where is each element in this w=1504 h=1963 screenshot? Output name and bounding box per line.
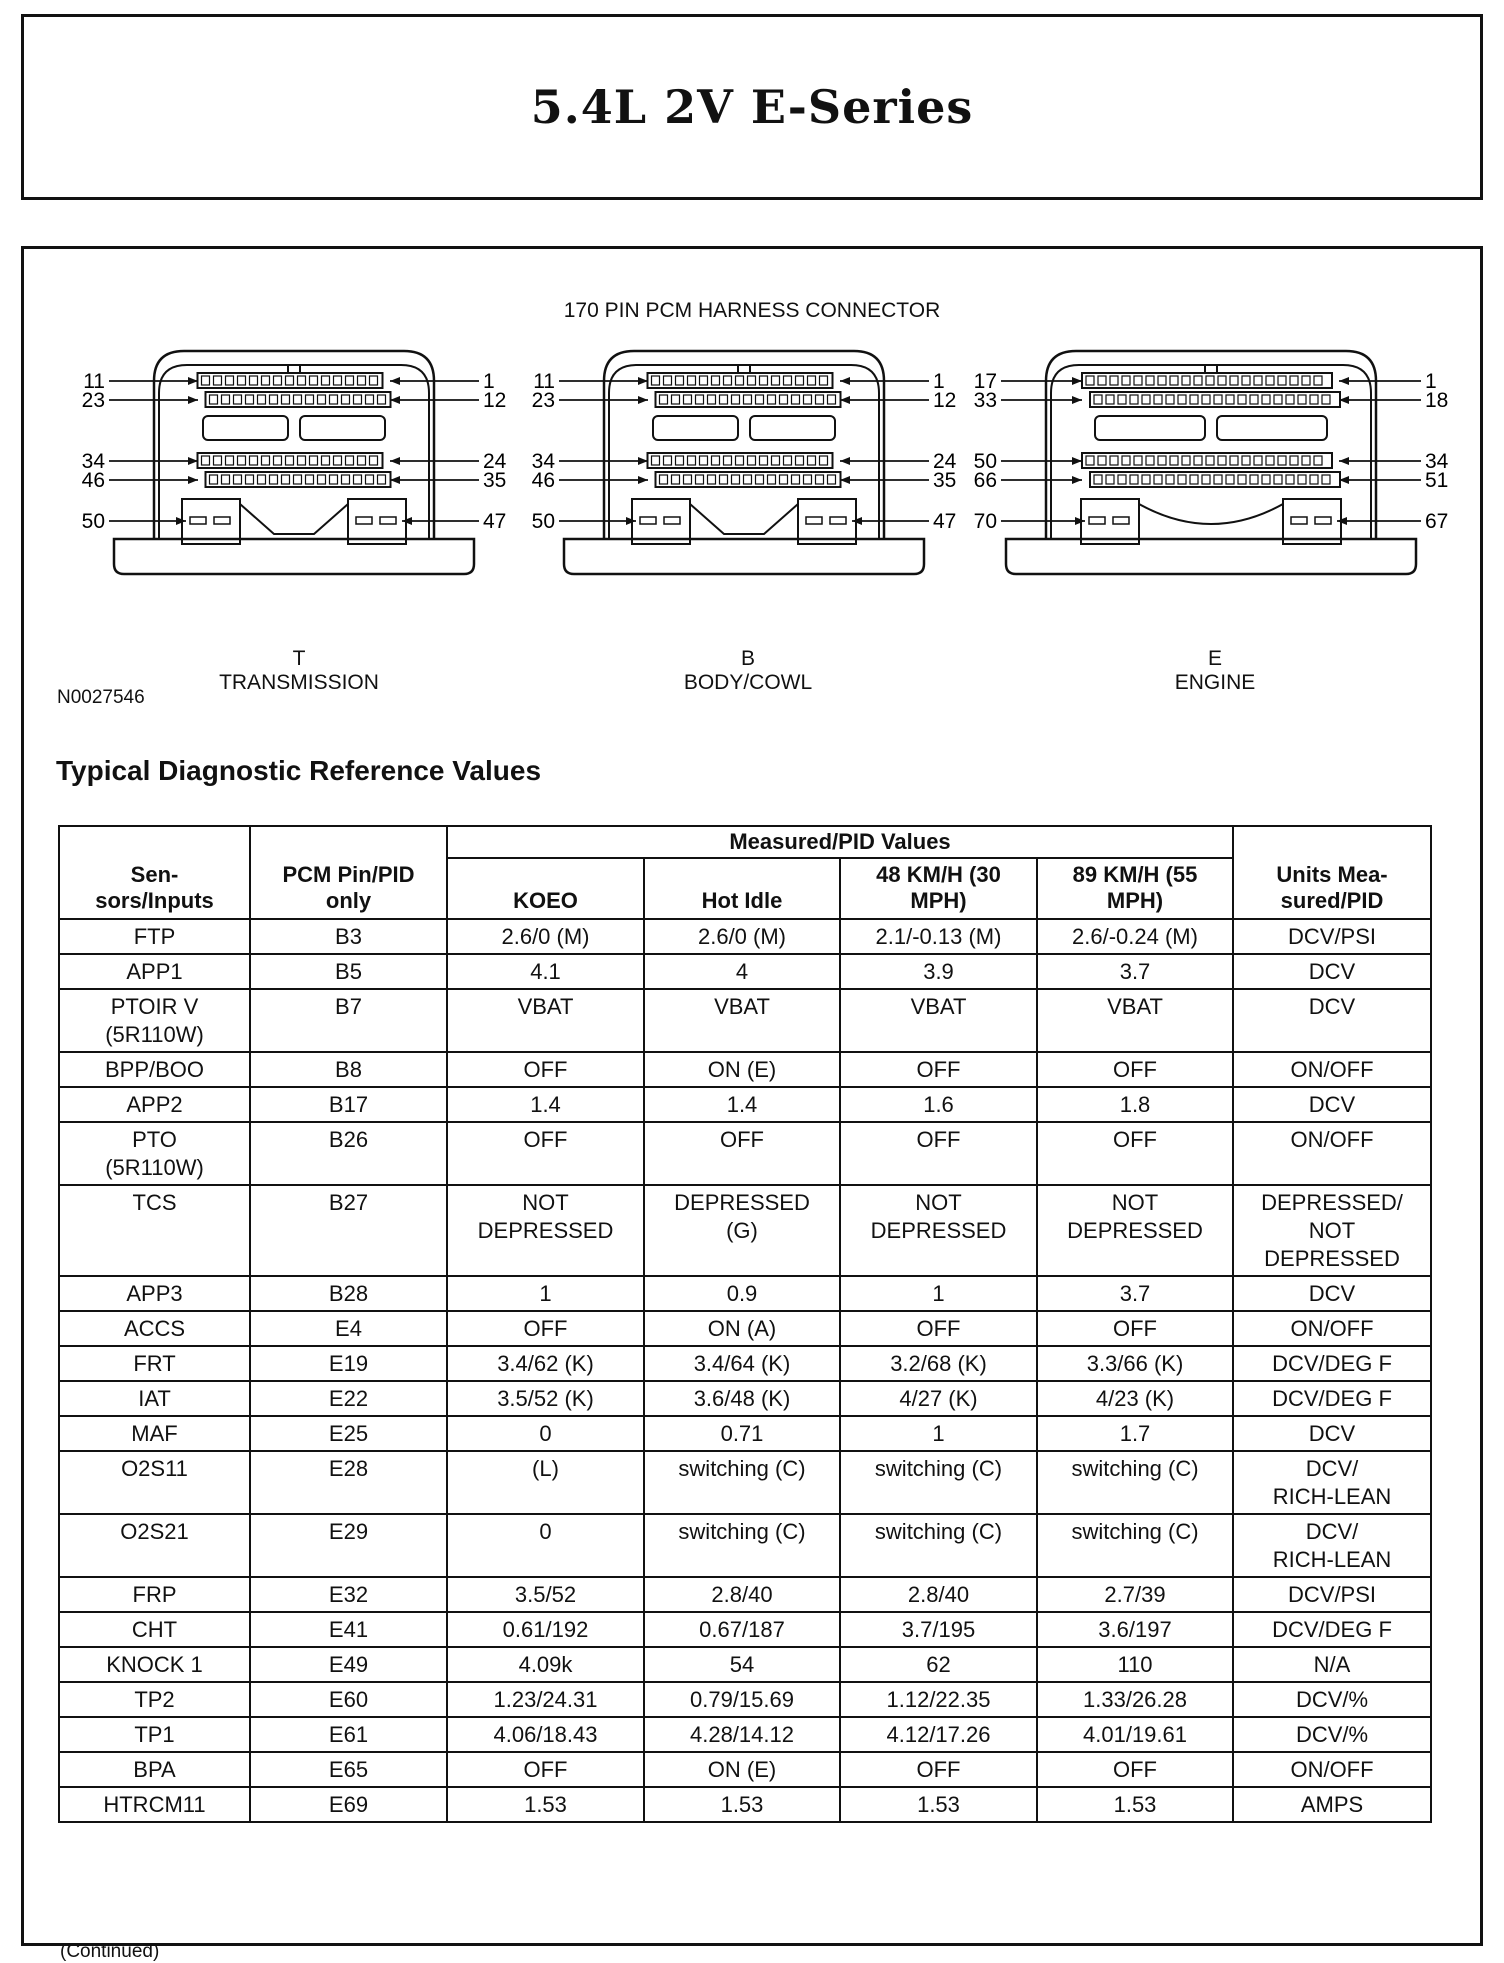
connector-transmission — [82, 351, 507, 574]
cell-koeo: 4.06/18.43 — [447, 1717, 644, 1752]
cell-sensor: APP2 — [59, 1087, 250, 1122]
pin-label-left: 50 — [531, 510, 555, 533]
table-row — [59, 1451, 1431, 1514]
cell-units: DCV — [1233, 954, 1431, 989]
cell-55-mph: 1.8 — [1037, 1087, 1233, 1122]
cell-30-mph: OFF — [840, 1311, 1037, 1346]
cell-hot-idle: 0.79/15.69 — [644, 1682, 840, 1717]
header-sensors: Sen- sors/Inputs — [59, 826, 250, 919]
cell-55-mph: switching (C) — [1037, 1514, 1233, 1577]
cell-hot-idle: DEPRESSED (G) — [644, 1185, 840, 1276]
table-row — [59, 1087, 1431, 1122]
table-row — [59, 1717, 1431, 1752]
connector-engine — [974, 351, 1449, 574]
cell-pin: B28 — [250, 1276, 447, 1311]
cell-koeo: (L) — [447, 1451, 644, 1514]
cell-sensor: BPA — [59, 1752, 250, 1787]
terminal-pin — [830, 517, 846, 524]
cell-pin: B5 — [250, 954, 447, 989]
cell-30-mph: OFF — [840, 1752, 1037, 1787]
arrow-head — [1339, 377, 1349, 385]
connector-name: ENGINE — [1174, 671, 1256, 694]
cell-koeo: 1.23/24.31 — [447, 1682, 644, 1717]
cell-sensor: BPP/BOO — [59, 1052, 250, 1087]
terminal-pin — [1113, 517, 1129, 524]
cell-sensor: MAF — [59, 1416, 250, 1451]
cell-koeo: 2.6/0 (M) — [447, 919, 644, 954]
cell-pin: E61 — [250, 1717, 447, 1752]
cell-pin: E4 — [250, 1311, 447, 1346]
pin-label-right: 1 — [1425, 370, 1437, 393]
cell-hot-idle: switching (C) — [644, 1451, 840, 1514]
connector-title: 170 PIN PCM HARNESS CONNECTOR — [563, 299, 941, 322]
pin-label-right: 1 — [483, 370, 495, 393]
center-slot — [300, 416, 385, 440]
pin-label-right: 12 — [483, 389, 507, 412]
header-measured-group: Measured/PID Values — [447, 826, 1233, 858]
table-row — [59, 1752, 1431, 1787]
cell-koeo: 0.61/192 — [447, 1612, 644, 1647]
cell-30-mph: NOT DEPRESSED — [840, 1185, 1037, 1276]
figure-id: N0027546 — [57, 687, 145, 708]
cell-koeo: 0 — [447, 1514, 644, 1577]
center-notch — [690, 504, 798, 534]
table-row — [59, 1416, 1431, 1451]
pin-label-right: 35 — [933, 469, 957, 492]
cell-hot-idle: 3.4/64 (K) — [644, 1346, 840, 1381]
cell-koeo: OFF — [447, 1311, 644, 1346]
cell-pin: E65 — [250, 1752, 447, 1787]
cell-koeo: 3.4/62 (K) — [447, 1346, 644, 1381]
cell-hot-idle: 0.71 — [644, 1416, 840, 1451]
cell-30-mph: 1.12/22.35 — [840, 1682, 1037, 1717]
cell-sensor: TP1 — [59, 1717, 250, 1752]
cell-units: N/A — [1233, 1647, 1431, 1682]
cell-units: DCV/DEG F — [1233, 1612, 1431, 1647]
arrow-head — [1072, 377, 1082, 385]
continued-note: (Continued) — [60, 1941, 160, 1962]
pin-label-right: 47 — [933, 510, 957, 533]
pin-label-right: 1 — [933, 370, 945, 393]
cell-sensor: FRT — [59, 1346, 250, 1381]
cell-units: ON/OFF — [1233, 1052, 1431, 1087]
cell-hot-idle: 54 — [644, 1647, 840, 1682]
cell-units: ON/OFF — [1233, 1311, 1431, 1346]
cell-30-mph: 1 — [840, 1416, 1037, 1451]
cell-units: DCV — [1233, 1276, 1431, 1311]
cell-sensor: KNOCK 1 — [59, 1647, 250, 1682]
cell-55-mph: 1.53 — [1037, 1787, 1233, 1822]
cell-hot-idle: 4 — [644, 954, 840, 989]
cell-30-mph: 1.6 — [840, 1087, 1037, 1122]
arrow-head — [840, 377, 850, 385]
arrow-head — [1339, 457, 1349, 465]
arrow-head — [840, 457, 850, 465]
header-pcm-pin: PCM Pin/PID only — [250, 826, 447, 919]
cell-55-mph: 3.7 — [1037, 954, 1233, 989]
cell-koeo: 4.09k — [447, 1647, 644, 1682]
terminal-pin — [640, 517, 656, 524]
terminal-pin — [664, 517, 680, 524]
arrow-head — [1072, 457, 1082, 465]
pin-row — [1082, 373, 1332, 388]
center-arc — [1139, 504, 1283, 524]
cell-30-mph: 62 — [840, 1647, 1037, 1682]
table-row — [59, 919, 1431, 954]
cell-30-mph: switching (C) — [840, 1514, 1037, 1577]
cell-55-mph: 1.33/26.28 — [1037, 1682, 1233, 1717]
pin-row — [1090, 472, 1340, 487]
pin-label-right: 67 — [1425, 510, 1449, 533]
pin-label-left: 50 — [81, 510, 105, 533]
pin-label-left: 23 — [531, 389, 555, 412]
cell-koeo: OFF — [447, 1122, 644, 1185]
arrow-head — [188, 476, 198, 484]
cell-55-mph: 3.6/197 — [1037, 1612, 1233, 1647]
cell-pin: E49 — [250, 1647, 447, 1682]
pin-label-left: 33 — [973, 389, 997, 412]
center-slot — [653, 416, 738, 440]
cell-pin: B26 — [250, 1122, 447, 1185]
cell-hot-idle: 1.53 — [644, 1787, 840, 1822]
center-slot — [1217, 416, 1327, 440]
connector-letter: T — [292, 647, 306, 670]
housing-flange — [1006, 539, 1416, 574]
connector-letter: B — [740, 647, 755, 670]
cell-pin: B27 — [250, 1185, 447, 1276]
reference-table-wrap — [58, 825, 1430, 1823]
pin-label-right: 34 — [1425, 450, 1449, 473]
terminal-pin — [1291, 517, 1307, 524]
cell-30-mph: 2.8/40 — [840, 1577, 1037, 1612]
table-row — [59, 1276, 1431, 1311]
cell-30-mph: 3.9 — [840, 954, 1037, 989]
cell-sensor: TP2 — [59, 1682, 250, 1717]
table-row — [59, 1612, 1431, 1647]
table-row — [59, 954, 1431, 989]
cell-pin: E28 — [250, 1451, 447, 1514]
cell-hot-idle: 0.9 — [644, 1276, 840, 1311]
cell-units: DCV/PSI — [1233, 1577, 1431, 1612]
connector-letter: E — [1207, 647, 1222, 670]
cell-hot-idle: ON (A) — [644, 1311, 840, 1346]
pin-label-left: 34 — [531, 450, 555, 473]
cell-koeo: 1.53 — [447, 1787, 644, 1822]
terminal-pin — [380, 517, 396, 524]
cell-55-mph: OFF — [1037, 1052, 1233, 1087]
arrow-head — [1072, 396, 1082, 404]
cell-55-mph: 110 — [1037, 1647, 1233, 1682]
cell-55-mph: VBAT — [1037, 989, 1233, 1052]
pin-label-right: 51 — [1425, 469, 1449, 492]
pin-label-left: 70 — [973, 510, 997, 533]
cell-units: AMPS — [1233, 1787, 1431, 1822]
pin-label-left: 23 — [81, 389, 105, 412]
connector-diagram — [24, 329, 1480, 599]
cell-sensor: CHT — [59, 1612, 250, 1647]
connector-name: TRANSMISSION — [219, 671, 379, 694]
cell-pin: E69 — [250, 1787, 447, 1822]
center-slot — [1095, 416, 1205, 440]
cell-hot-idle: ON (E) — [644, 1052, 840, 1087]
cell-30-mph: 4.12/17.26 — [840, 1717, 1037, 1752]
header-units: Units Mea- sured/PID — [1233, 826, 1431, 919]
connector-label-engine — [1065, 647, 1365, 695]
terminal-pin — [190, 517, 206, 524]
table-title: Typical Diagnostic Reference Values — [56, 755, 542, 786]
pin-label-left: 66 — [973, 469, 997, 492]
cell-units: DCV/ RICH-LEAN — [1233, 1514, 1431, 1577]
cell-koeo: 4.1 — [447, 954, 644, 989]
cell-sensor: IAT — [59, 1381, 250, 1416]
connector-label-transmission — [149, 647, 449, 695]
cell-pin: E25 — [250, 1416, 447, 1451]
table-row — [59, 1185, 1431, 1276]
cell-pin: B7 — [250, 989, 447, 1052]
cell-30-mph: switching (C) — [840, 1451, 1037, 1514]
cell-sensor: HTRCM11 — [59, 1787, 250, 1822]
cell-pin: E32 — [250, 1577, 447, 1612]
cell-units: DCV/PSI — [1233, 919, 1431, 954]
cell-koeo: 3.5/52 — [447, 1577, 644, 1612]
cell-55-mph: OFF — [1037, 1752, 1233, 1787]
cell-pin: E60 — [250, 1682, 447, 1717]
cell-sensor: FRP — [59, 1577, 250, 1612]
terminal-pin — [1089, 517, 1105, 524]
cell-sensor: O2S11 — [59, 1451, 250, 1514]
cell-55-mph: 1.7 — [1037, 1416, 1233, 1451]
cell-koeo: 0 — [447, 1416, 644, 1451]
center-slot — [750, 416, 835, 440]
cell-units: DCV/DEG F — [1233, 1346, 1431, 1381]
terminal-pin — [356, 517, 372, 524]
pin-row — [1090, 392, 1340, 407]
table-row — [59, 1577, 1431, 1612]
connector-body-cowl — [532, 351, 957, 574]
arrow-head — [188, 396, 198, 404]
connector-name: BODY/COWL — [683, 671, 813, 694]
page-title: 5.4L 2V E-Series — [530, 80, 974, 134]
table-row — [59, 1647, 1431, 1682]
cell-units: DCV — [1233, 989, 1431, 1052]
table-row — [59, 1514, 1431, 1577]
cell-sensor: PTOIR V (5R110W) — [59, 989, 250, 1052]
pin-label-left: 46 — [531, 469, 555, 492]
cell-pin: E41 — [250, 1612, 447, 1647]
table-row — [59, 1346, 1431, 1381]
pin-label-left: 11 — [83, 370, 105, 393]
cell-hot-idle: 1.4 — [644, 1087, 840, 1122]
arrow-head — [390, 457, 400, 465]
cell-30-mph: 3.7/195 — [840, 1612, 1037, 1647]
cell-units: DCV — [1233, 1087, 1431, 1122]
cell-koeo: OFF — [447, 1752, 644, 1787]
title-box — [21, 14, 1483, 200]
table-header-row — [59, 826, 1431, 858]
cell-55-mph: 3.7 — [1037, 1276, 1233, 1311]
cell-koeo: 3.5/52 (K) — [447, 1381, 644, 1416]
cell-sensor: APP3 — [59, 1276, 250, 1311]
cell-koeo: 1 — [447, 1276, 644, 1311]
cell-30-mph: VBAT — [840, 989, 1037, 1052]
pin-label-right: 18 — [1425, 389, 1449, 412]
table-row — [59, 1122, 1431, 1185]
cell-hot-idle: 3.6/48 (K) — [644, 1381, 840, 1416]
arrow-head — [638, 476, 648, 484]
pin-label-left: 11 — [533, 370, 555, 393]
cell-55-mph: 3.3/66 (K) — [1037, 1346, 1233, 1381]
pin-label-left: 50 — [973, 450, 997, 473]
cell-sensor: PTO (5R110W) — [59, 1122, 250, 1185]
table-row — [59, 1311, 1431, 1346]
cell-55-mph: 2.7/39 — [1037, 1577, 1233, 1612]
cell-sensor: O2S21 — [59, 1514, 250, 1577]
cell-55-mph: 4.01/19.61 — [1037, 1717, 1233, 1752]
cell-sensor: TCS — [59, 1185, 250, 1276]
table-row — [59, 1682, 1431, 1717]
table-row — [59, 1381, 1431, 1416]
pin-label-left: 34 — [81, 450, 105, 473]
terminal-pin — [1315, 517, 1331, 524]
cell-pin: E22 — [250, 1381, 447, 1416]
cell-units: ON/OFF — [1233, 1752, 1431, 1787]
cell-30-mph: 4/27 (K) — [840, 1381, 1037, 1416]
pin-label-right: 24 — [933, 450, 957, 473]
cell-koeo: OFF — [447, 1052, 644, 1087]
cell-30-mph: OFF — [840, 1122, 1037, 1185]
center-notch — [240, 504, 348, 534]
header-30-mph: 48 KM/H (30 MPH) — [840, 858, 1037, 919]
pin-label-right: 35 — [483, 469, 507, 492]
table-row — [59, 1787, 1431, 1822]
terminal-pin — [214, 517, 230, 524]
cell-koeo: VBAT — [447, 989, 644, 1052]
pin-row — [1082, 453, 1332, 468]
pin-label-left: 46 — [81, 469, 105, 492]
housing-flange — [564, 539, 924, 574]
cell-koeo: NOT DEPRESSED — [447, 1185, 644, 1276]
cell-55-mph: 2.6/-0.24 (M) — [1037, 919, 1233, 954]
cell-30-mph: OFF — [840, 1052, 1037, 1087]
pin-label-right: 47 — [483, 510, 507, 533]
pin-label-left: 17 — [973, 370, 997, 393]
table-row — [59, 1052, 1431, 1087]
header-55-mph: 89 KM/H (55 MPH) — [1037, 858, 1233, 919]
reference-values-table — [58, 825, 1432, 1823]
housing-flange — [114, 539, 474, 574]
cell-hot-idle: 2.6/0 (M) — [644, 919, 840, 954]
cell-hot-idle: 0.67/187 — [644, 1612, 840, 1647]
cell-pin: E19 — [250, 1346, 447, 1381]
arrow-head — [638, 396, 648, 404]
cell-hot-idle: VBAT — [644, 989, 840, 1052]
cell-30-mph: 1.53 — [840, 1787, 1037, 1822]
cell-pin: B17 — [250, 1087, 447, 1122]
cell-30-mph: 1 — [840, 1276, 1037, 1311]
terminal-pin — [806, 517, 822, 524]
cell-units: DEPRESSED/ NOT DEPRESSED — [1233, 1185, 1431, 1276]
cell-pin: B3 — [250, 919, 447, 954]
cell-55-mph: NOT DEPRESSED — [1037, 1185, 1233, 1276]
cell-units: DCV — [1233, 1416, 1431, 1451]
cell-55-mph: OFF — [1037, 1311, 1233, 1346]
cell-hot-idle: 4.28/14.12 — [644, 1717, 840, 1752]
cell-hot-idle: 2.8/40 — [644, 1577, 840, 1612]
cell-55-mph: 4/23 (K) — [1037, 1381, 1233, 1416]
arrow-head — [390, 377, 400, 385]
cell-55-mph: switching (C) — [1037, 1451, 1233, 1514]
arrow-head — [1072, 476, 1082, 484]
cell-30-mph: 3.2/68 (K) — [840, 1346, 1037, 1381]
cell-hot-idle: switching (C) — [644, 1514, 840, 1577]
cell-hot-idle: ON (E) — [644, 1752, 840, 1787]
cell-sensor: APP1 — [59, 954, 250, 989]
cell-30-mph: 2.1/-0.13 (M) — [840, 919, 1037, 954]
header-hot-idle: Hot Idle — [644, 858, 840, 919]
cell-units: ON/OFF — [1233, 1122, 1431, 1185]
cell-sensor: FTP — [59, 919, 250, 954]
cell-units: DCV/% — [1233, 1682, 1431, 1717]
cell-units: DCV/DEG F — [1233, 1381, 1431, 1416]
cell-pin: E29 — [250, 1514, 447, 1577]
table-row — [59, 989, 1431, 1052]
content-box — [21, 246, 1483, 1962]
pin-label-right: 24 — [483, 450, 507, 473]
cell-sensor: ACCS — [59, 1311, 250, 1346]
center-slot — [203, 416, 288, 440]
cell-units: DCV/ RICH-LEAN — [1233, 1451, 1431, 1514]
cell-hot-idle: OFF — [644, 1122, 840, 1185]
cell-units: DCV/% — [1233, 1717, 1431, 1752]
cell-koeo: 1.4 — [447, 1087, 644, 1122]
pin-label-right: 12 — [933, 389, 957, 412]
cell-pin: B8 — [250, 1052, 447, 1087]
header-koeo: KOEO — [447, 858, 644, 919]
connector-label-body-cowl — [598, 647, 898, 695]
cell-55-mph: OFF — [1037, 1122, 1233, 1185]
